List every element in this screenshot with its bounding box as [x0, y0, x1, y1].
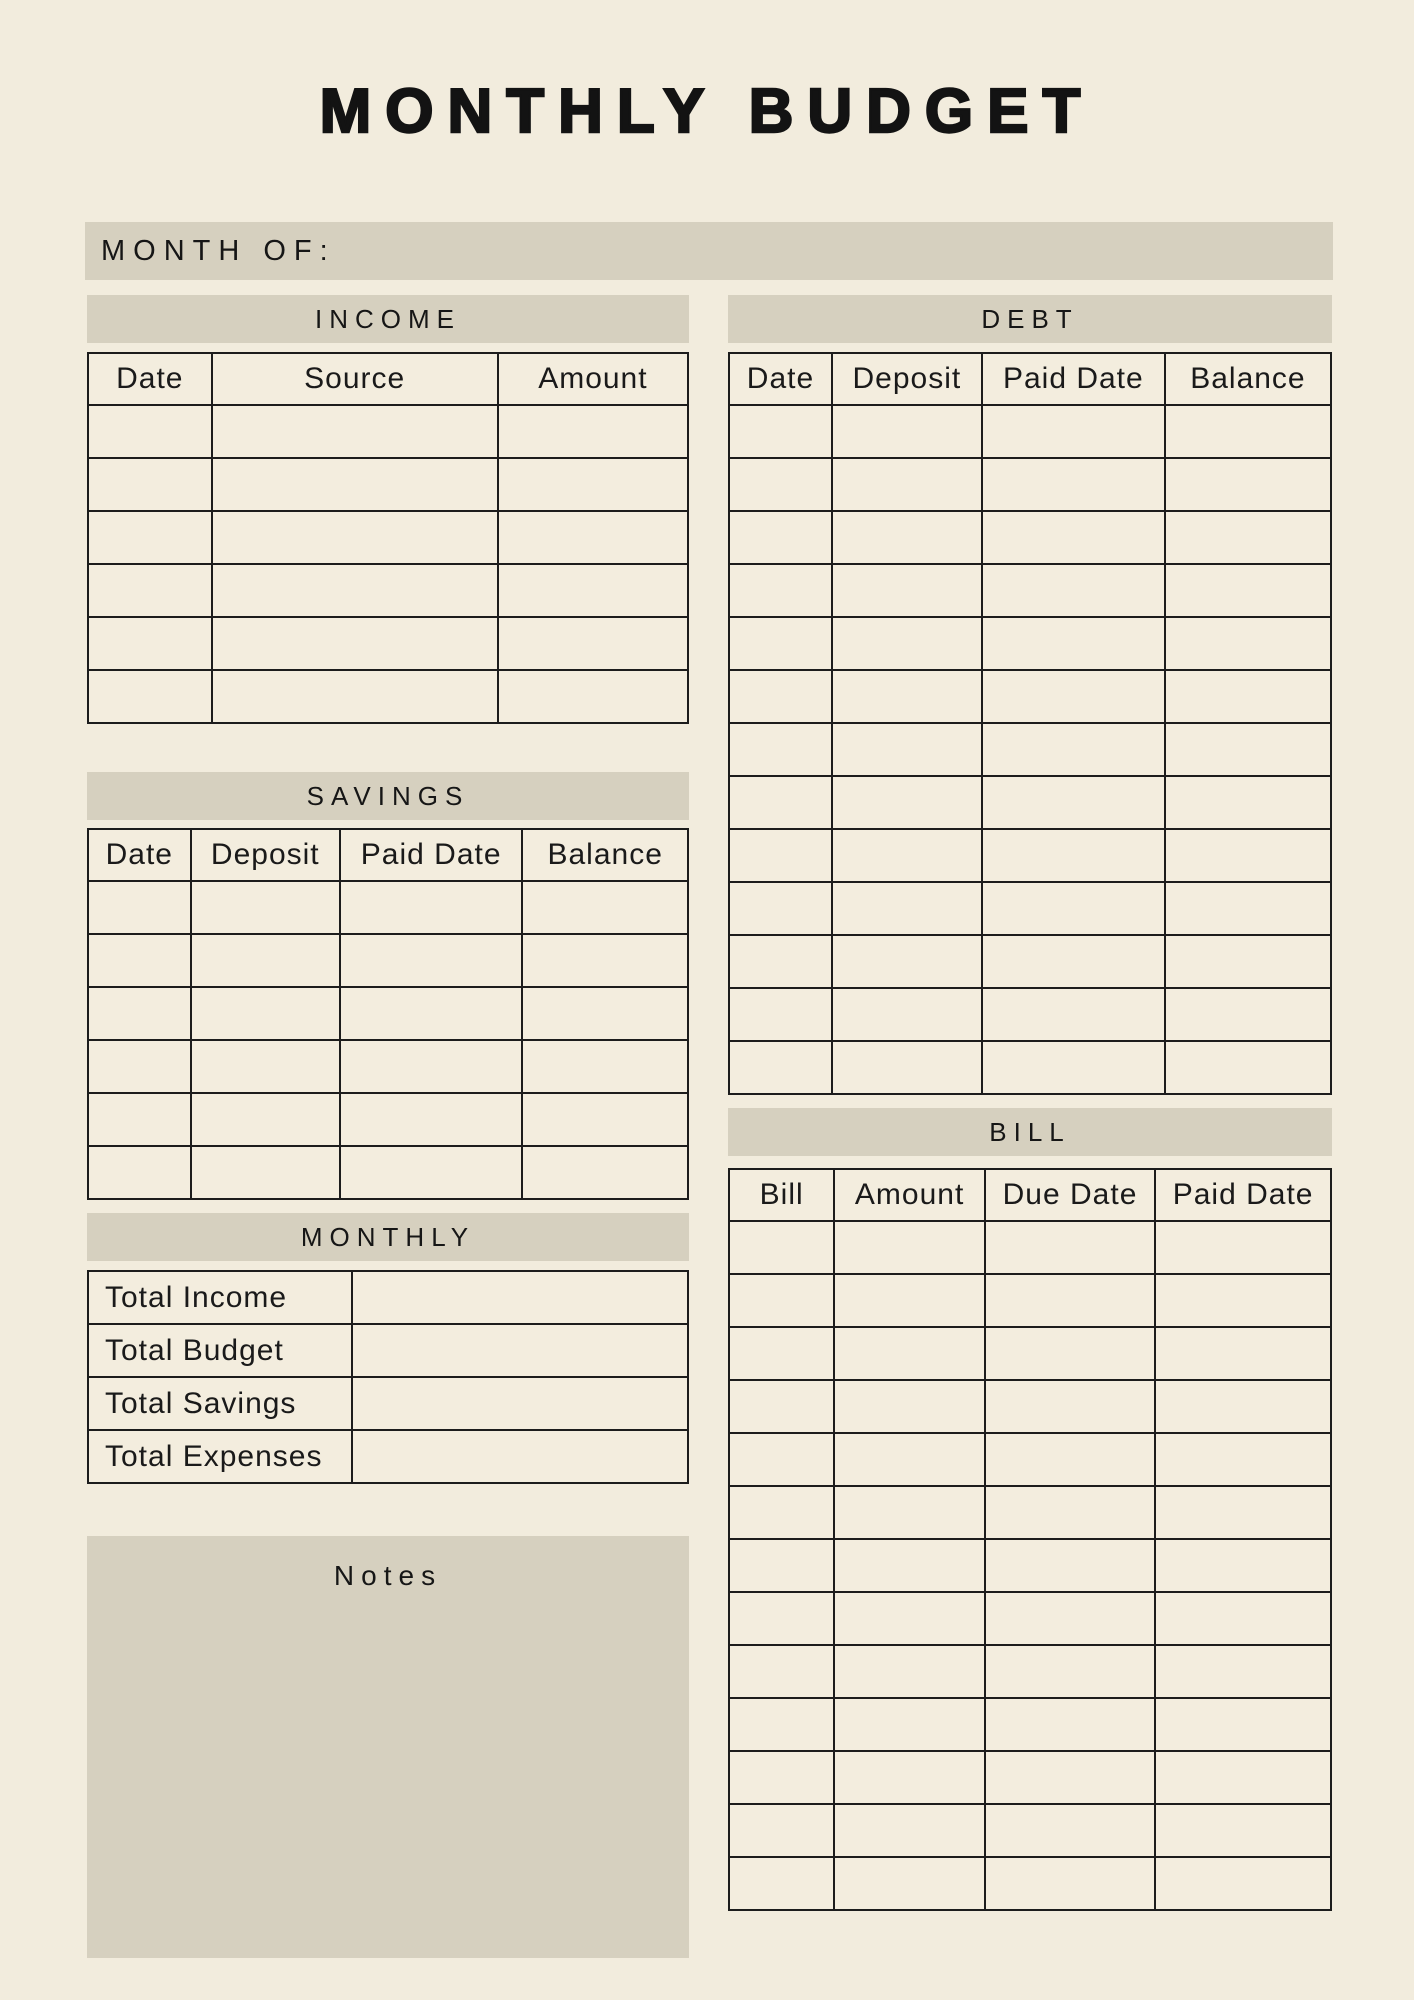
table-row — [88, 458, 688, 511]
empty-cell[interactable] — [1165, 458, 1331, 511]
total-budget-value[interactable] — [352, 1324, 688, 1377]
empty-cell[interactable] — [982, 564, 1165, 617]
empty-cell[interactable] — [985, 1380, 1155, 1433]
empty-cell[interactable] — [982, 458, 1165, 511]
income-col-source: Source — [212, 353, 498, 405]
table-row — [88, 1093, 688, 1146]
empty-cell[interactable] — [1165, 617, 1331, 670]
month-of-field[interactable] — [85, 222, 1333, 280]
empty-cell[interactable] — [1155, 1804, 1331, 1857]
empty-cell[interactable] — [1165, 829, 1331, 882]
table-row — [729, 1539, 1331, 1592]
empty-cell[interactable] — [340, 934, 522, 987]
table-row — [729, 988, 1331, 1041]
empty-cell[interactable] — [729, 1804, 834, 1857]
empty-cell[interactable] — [522, 1040, 688, 1093]
empty-cell[interactable] — [522, 1146, 688, 1199]
empty-cell[interactable] — [340, 881, 522, 934]
notes-title: Notes — [333, 1560, 443, 1591]
empty-cell[interactable] — [982, 776, 1165, 829]
empty-cell[interactable] — [522, 934, 688, 987]
empty-cell[interactable] — [1155, 1274, 1331, 1327]
empty-cell[interactable] — [729, 1592, 834, 1645]
empty-cell[interactable] — [191, 1093, 340, 1146]
debt-col-paid-date: Paid Date — [982, 353, 1165, 405]
empty-cell[interactable] — [834, 1380, 985, 1433]
empty-cell[interactable] — [729, 1645, 834, 1698]
empty-cell[interactable] — [729, 723, 832, 776]
empty-cell[interactable] — [340, 1093, 522, 1146]
total-income-value[interactable] — [352, 1271, 688, 1324]
table-row — [729, 882, 1331, 935]
empty-cell[interactable] — [982, 1041, 1165, 1094]
table-row — [88, 670, 688, 723]
empty-cell[interactable] — [1155, 1486, 1331, 1539]
empty-cell[interactable] — [1155, 1592, 1331, 1645]
table-row — [729, 617, 1331, 670]
empty-cell[interactable] — [498, 617, 688, 670]
empty-cell[interactable] — [522, 881, 688, 934]
empty-cell[interactable] — [834, 1327, 985, 1380]
table-row — [729, 1221, 1331, 1274]
table-row — [88, 511, 688, 564]
table-row — [729, 1327, 1331, 1380]
empty-cell[interactable] — [832, 405, 982, 458]
table-row — [88, 1430, 688, 1483]
empty-cell[interactable] — [982, 988, 1165, 1041]
debt-table — [728, 352, 1332, 1095]
empty-cell[interactable] — [834, 1857, 985, 1910]
empty-cell[interactable] — [985, 1804, 1155, 1857]
table-row — [729, 1380, 1331, 1433]
empty-cell[interactable] — [729, 829, 832, 882]
empty-cell[interactable] — [832, 617, 982, 670]
empty-cell[interactable] — [729, 670, 832, 723]
month-of-label: MONTH OF: — [101, 234, 336, 267]
table-row — [88, 1377, 688, 1430]
empty-cell[interactable] — [1165, 882, 1331, 935]
empty-cell[interactable] — [191, 1146, 340, 1199]
empty-cell[interactable] — [729, 511, 832, 564]
empty-cell[interactable] — [729, 1221, 834, 1274]
empty-cell[interactable] — [88, 987, 191, 1040]
empty-cell[interactable] — [832, 511, 982, 564]
empty-cell[interactable] — [340, 1040, 522, 1093]
empty-cell[interactable] — [982, 935, 1165, 988]
empty-cell[interactable] — [982, 882, 1165, 935]
empty-cell[interactable] — [985, 1327, 1155, 1380]
empty-cell[interactable] — [498, 670, 688, 723]
empty-cell[interactable] — [1165, 511, 1331, 564]
table-row — [729, 1592, 1331, 1645]
empty-cell[interactable] — [191, 987, 340, 1040]
empty-cell[interactable] — [985, 1857, 1155, 1910]
empty-cell[interactable] — [982, 670, 1165, 723]
table-row — [729, 458, 1331, 511]
table-row — [88, 1146, 688, 1199]
table-row — [88, 1324, 688, 1377]
table-row — [729, 1698, 1331, 1751]
empty-cell[interactable] — [834, 1274, 985, 1327]
empty-cell[interactable] — [834, 1804, 985, 1857]
table-row — [88, 1040, 688, 1093]
empty-cell[interactable] — [522, 1093, 688, 1146]
empty-cell[interactable] — [985, 1698, 1155, 1751]
savings-header-row — [88, 829, 688, 881]
table-row — [88, 405, 688, 458]
bill-table — [728, 1168, 1332, 1911]
empty-cell[interactable] — [729, 1274, 834, 1327]
bill-col-paid-date: Paid Date — [1155, 1169, 1331, 1221]
empty-cell[interactable] — [1155, 1698, 1331, 1751]
bill-col-amount: Amount — [834, 1169, 985, 1221]
savings-col-paid-date: Paid Date — [340, 829, 522, 881]
total-savings-value[interactable] — [352, 1377, 688, 1430]
empty-cell[interactable] — [212, 670, 498, 723]
empty-cell[interactable] — [834, 1539, 985, 1592]
empty-cell[interactable] — [1155, 1221, 1331, 1274]
empty-cell[interactable] — [832, 882, 982, 935]
empty-cell[interactable] — [729, 1327, 834, 1380]
empty-cell[interactable] — [1165, 564, 1331, 617]
bill-col-due-date: Due Date — [985, 1169, 1155, 1221]
empty-cell[interactable] — [834, 1751, 985, 1804]
empty-cell[interactable] — [982, 405, 1165, 458]
empty-cell[interactable] — [729, 617, 832, 670]
empty-cell[interactable] — [191, 1040, 340, 1093]
table-row — [729, 1041, 1331, 1094]
table-row — [729, 1486, 1331, 1539]
empty-cell[interactable] — [1155, 1539, 1331, 1592]
empty-cell[interactable] — [88, 564, 212, 617]
table-row — [88, 617, 688, 670]
empty-cell[interactable] — [834, 1592, 985, 1645]
empty-cell[interactable] — [88, 934, 191, 987]
empty-cell[interactable] — [982, 723, 1165, 776]
empty-cell[interactable] — [522, 987, 688, 1040]
debt-title: DEBT — [981, 303, 1079, 334]
empty-cell[interactable] — [982, 617, 1165, 670]
empty-cell[interactable] — [729, 564, 832, 617]
table-row — [729, 723, 1331, 776]
empty-cell[interactable] — [212, 564, 498, 617]
bill-header-row — [729, 1169, 1331, 1221]
empty-cell[interactable] — [834, 1221, 985, 1274]
empty-cell[interactable] — [212, 405, 498, 458]
empty-cell[interactable] — [498, 564, 688, 617]
empty-cell[interactable] — [88, 511, 212, 564]
empty-cell[interactable] — [340, 1146, 522, 1199]
empty-cell[interactable] — [212, 458, 498, 511]
empty-cell[interactable] — [832, 1041, 982, 1094]
empty-cell[interactable] — [985, 1486, 1155, 1539]
empty-cell[interactable] — [729, 1698, 834, 1751]
income-col-amount: Amount — [498, 353, 688, 405]
total-expenses-label: Total Expenses — [88, 1430, 352, 1483]
debt-col-deposit: Deposit — [832, 353, 982, 405]
table-row — [729, 1274, 1331, 1327]
empty-cell[interactable] — [832, 988, 982, 1041]
empty-cell[interactable] — [729, 1857, 834, 1910]
empty-cell[interactable] — [88, 1093, 191, 1146]
empty-cell[interactable] — [834, 1698, 985, 1751]
empty-cell[interactable] — [1165, 1041, 1331, 1094]
empty-cell[interactable] — [985, 1274, 1155, 1327]
income-table — [87, 352, 689, 724]
empty-cell[interactable] — [982, 829, 1165, 882]
table-row — [88, 934, 688, 987]
empty-cell[interactable] — [1165, 723, 1331, 776]
table-row — [729, 670, 1331, 723]
table-row — [729, 1857, 1331, 1910]
table-row — [88, 881, 688, 934]
empty-cell[interactable] — [1165, 776, 1331, 829]
savings-col-deposit: Deposit — [191, 829, 340, 881]
notes-area[interactable] — [87, 1536, 689, 1958]
table-row — [88, 564, 688, 617]
empty-cell[interactable] — [212, 511, 498, 564]
empty-cell[interactable] — [729, 405, 832, 458]
empty-cell[interactable] — [212, 617, 498, 670]
empty-cell[interactable] — [729, 935, 832, 988]
table-row — [88, 1271, 688, 1324]
empty-cell[interactable] — [498, 458, 688, 511]
table-row — [729, 405, 1331, 458]
bill-title: BILL — [989, 1116, 1071, 1147]
table-row — [729, 829, 1331, 882]
empty-cell[interactable] — [88, 458, 212, 511]
table-row — [729, 564, 1331, 617]
empty-cell[interactable] — [1155, 1433, 1331, 1486]
table-row — [729, 935, 1331, 988]
empty-cell[interactable] — [729, 1486, 834, 1539]
table-row — [88, 987, 688, 1040]
debt-section-header — [728, 295, 1332, 343]
empty-cell[interactable] — [832, 935, 982, 988]
empty-cell[interactable] — [88, 1040, 191, 1093]
empty-cell[interactable] — [985, 1539, 1155, 1592]
empty-cell[interactable] — [982, 511, 1165, 564]
page-title: MONTHLY BUDGET — [319, 77, 1095, 146]
empty-cell[interactable] — [832, 829, 982, 882]
debt-col-date: Date — [729, 353, 832, 405]
empty-cell[interactable] — [1165, 405, 1331, 458]
empty-cell[interactable] — [729, 1539, 834, 1592]
savings-section-header — [87, 772, 689, 820]
income-header-row — [88, 353, 688, 405]
monthly-section-header — [87, 1213, 689, 1261]
savings-col-balance: Balance — [522, 829, 688, 881]
empty-cell[interactable] — [834, 1433, 985, 1486]
total-budget-label: Total Budget — [88, 1324, 352, 1377]
empty-cell[interactable] — [498, 405, 688, 458]
empty-cell[interactable] — [1155, 1327, 1331, 1380]
empty-cell[interactable] — [191, 881, 340, 934]
savings-table — [87, 828, 689, 1200]
debt-header-row — [729, 353, 1331, 405]
empty-cell[interactable] — [88, 405, 212, 458]
empty-cell[interactable] — [191, 934, 340, 987]
savings-title: SAVINGS — [306, 780, 470, 811]
empty-cell[interactable] — [729, 1380, 834, 1433]
empty-cell[interactable] — [1155, 1645, 1331, 1698]
empty-cell[interactable] — [729, 1751, 834, 1804]
empty-cell[interactable] — [985, 1221, 1155, 1274]
table-row — [729, 511, 1331, 564]
income-section-header — [87, 295, 689, 343]
empty-cell[interactable] — [340, 987, 522, 1040]
empty-cell[interactable] — [729, 882, 832, 935]
empty-cell[interactable] — [832, 776, 982, 829]
empty-cell[interactable] — [832, 670, 982, 723]
table-row — [729, 1645, 1331, 1698]
table-row — [729, 776, 1331, 829]
empty-cell[interactable] — [88, 1146, 191, 1199]
empty-cell[interactable] — [88, 881, 191, 934]
empty-cell[interactable] — [1155, 1857, 1331, 1910]
empty-cell[interactable] — [1155, 1751, 1331, 1804]
table-row — [729, 1804, 1331, 1857]
empty-cell[interactable] — [1155, 1380, 1331, 1433]
total-savings-label: Total Savings — [88, 1377, 352, 1430]
income-col-date: Date — [88, 353, 212, 405]
debt-col-balance: Balance — [1165, 353, 1331, 405]
empty-cell[interactable] — [832, 458, 982, 511]
table-row — [729, 1751, 1331, 1804]
income-title: INCOME — [315, 303, 461, 334]
empty-cell[interactable] — [832, 723, 982, 776]
empty-cell[interactable] — [729, 1041, 832, 1094]
empty-cell[interactable] — [498, 511, 688, 564]
empty-cell[interactable] — [729, 988, 832, 1041]
empty-cell[interactable] — [1165, 935, 1331, 988]
monthly-title: MONTHLY — [300, 1221, 476, 1252]
empty-cell[interactable] — [729, 776, 832, 829]
savings-col-date: Date — [88, 829, 191, 881]
empty-cell[interactable] — [834, 1645, 985, 1698]
empty-cell[interactable] — [985, 1592, 1155, 1645]
empty-cell[interactable] — [1165, 670, 1331, 723]
bill-section-header — [728, 1108, 1332, 1156]
empty-cell[interactable] — [985, 1751, 1155, 1804]
empty-cell[interactable] — [729, 1433, 834, 1486]
total-income-label: Total Income — [88, 1271, 352, 1324]
total-expenses-value[interactable] — [352, 1430, 688, 1483]
empty-cell[interactable] — [88, 670, 212, 723]
empty-cell[interactable] — [832, 564, 982, 617]
empty-cell[interactable] — [1165, 988, 1331, 1041]
bill-col-bill: Bill — [729, 1169, 834, 1221]
empty-cell[interactable] — [985, 1645, 1155, 1698]
monthly-totals-table — [87, 1270, 689, 1484]
empty-cell[interactable] — [985, 1433, 1155, 1486]
empty-cell[interactable] — [729, 458, 832, 511]
empty-cell[interactable] — [834, 1486, 985, 1539]
empty-cell[interactable] — [88, 617, 212, 670]
table-row — [729, 1433, 1331, 1486]
